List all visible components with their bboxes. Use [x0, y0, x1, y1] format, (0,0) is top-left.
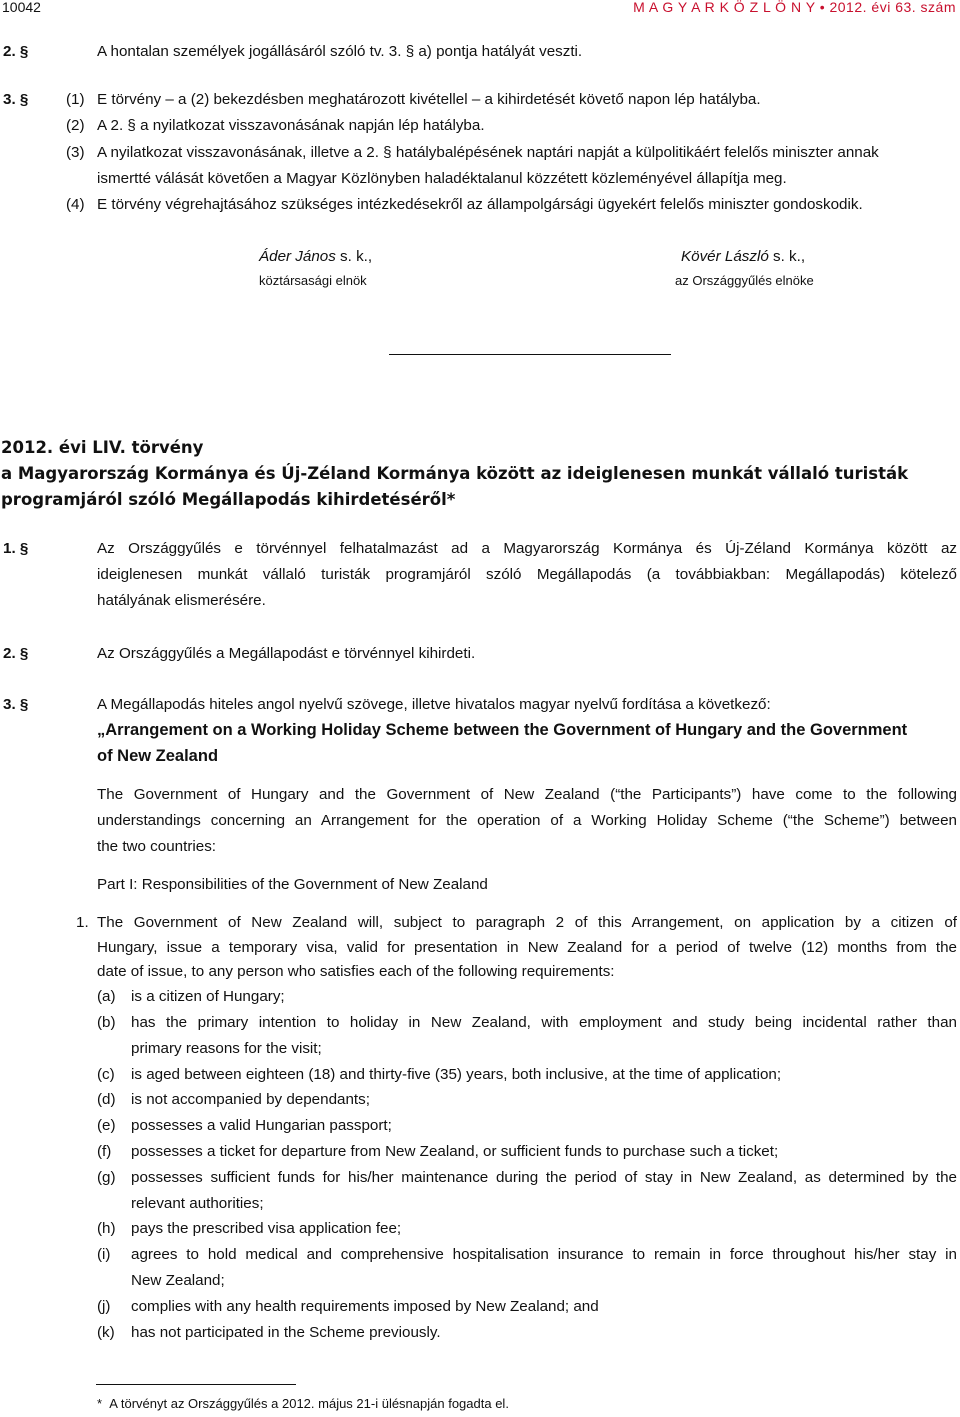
para-text: A 2. § a nyilatkozat visszavonásának napján lép hatályba.	[97, 117, 485, 134]
intro-text	[97, 786, 957, 803]
para-num: (2)	[66, 117, 85, 134]
signatory-suffix: s. k.,	[335, 248, 373, 265]
req-label: (i)	[97, 1246, 111, 1263]
page-number: 10042	[2, 0, 41, 15]
intro-text	[97, 812, 957, 829]
req-text: pays the prescribed visa application fee;	[131, 1220, 402, 1237]
section-text	[97, 566, 957, 583]
req-label: (c)	[97, 1066, 115, 1083]
item-text	[97, 939, 957, 956]
signatory-name-text: Áder János	[259, 248, 336, 265]
journal-header	[633, 0, 956, 15]
req-line: possesses sufficient funds for his/her maintenance during the period of stay in New Zealand, as determined by the	[131, 1169, 957, 1186]
para-text: E törvény végrehajtásához szükséges intézkedésekről az állampolgársági ügyekért felelős miniszter gondoskodik.	[97, 196, 863, 213]
signatory-suffix: s. k.,	[768, 248, 806, 265]
intro-line: The Government of Hungary and the Government of New Zealand (“the Participants”) have come to the following	[97, 786, 957, 803]
req-text	[131, 1246, 957, 1263]
req-label: (g)	[97, 1169, 116, 1186]
req-text: possesses a valid Hungarian passport;	[131, 1117, 392, 1134]
section-line: Az Országgyűlés e törvénnyel felhatalmazást ad a Magyarország Kormánya és Új-Zéland Kormánya között az	[97, 540, 957, 557]
req-text: has not participated in the Scheme previously.	[131, 1324, 441, 1341]
para-num: (1)	[66, 91, 85, 108]
req-text: is not accompanied by dependants;	[131, 1091, 370, 1108]
section-num: 1. §	[3, 540, 29, 557]
section-text: Az Országgyűlés a Megállapodást e törvénnyel kihirdeti.	[97, 645, 476, 662]
req-text: is aged between eighteen (18) and thirty-five (35) years, both inclusive, at the time of application;	[131, 1066, 782, 1083]
para-text: ismertté válását követően a Magyar Közlönyben haladéktalanul közzétett közleményével állapítja meg.	[97, 170, 787, 187]
signatory-title: az Országgyűlés elnöke	[675, 273, 814, 288]
intro-line: understandings concerning an Arrangement for the operation of a Working Holiday Scheme (“the Scheme”) between	[97, 812, 957, 829]
section-num: 3. §	[3, 91, 29, 108]
signatory-name-text: Kövér László	[681, 248, 769, 265]
req-text: relevant authorities;	[131, 1195, 264, 1212]
signatory-name	[681, 248, 805, 265]
law-number: 2012. évi LIV. törvény	[1, 438, 204, 457]
signatory-title: köztársasági elnök	[259, 273, 367, 288]
item-num: 1.	[76, 914, 89, 931]
footnote	[97, 1396, 509, 1411]
para-num: (4)	[66, 196, 85, 213]
req-label: (b)	[97, 1014, 116, 1031]
signatory-name	[259, 248, 372, 265]
section-num: 3. §	[3, 696, 29, 713]
divider-line	[389, 354, 671, 355]
footnote-text: A törvényt az Országgyűlés a 2012. május 21-i ülésnapján fogadta el.	[109, 1396, 509, 1411]
req-label: (k)	[97, 1324, 115, 1341]
para-num: (3)	[66, 144, 85, 161]
req-text: possesses a ticket for departure from New Zealand, or sufficient funds to purchase such a ticket;	[131, 1143, 779, 1160]
req-label: (f)	[97, 1143, 112, 1160]
item-text	[97, 914, 957, 931]
journal-name: M A G Y A R K Ö Z L Ö N Y	[633, 0, 816, 15]
issue-number: 2012. évi 63. szám	[829, 0, 956, 15]
footnote-divider	[96, 1384, 296, 1385]
req-text: complies with any health requirements imposed by New Zealand; and	[131, 1298, 599, 1315]
item-line: The Government of New Zealand will, subject to paragraph 2 of this Arrangement, on application by a citizen of	[97, 914, 957, 931]
law-title: a Magyarország Kormánya és Új-Zéland Kormánya között az ideiglenesen munkát vállaló turisták	[1, 464, 909, 483]
req-text: New Zealand;	[131, 1272, 225, 1289]
section-text: A hontalan személyek jogállásáról szóló tv. 3. § a) pontja hatályát veszti.	[97, 43, 583, 60]
arrangement-title: of New Zealand	[97, 747, 219, 765]
part-heading: Part I: Responsibilities of the Government of New Zealand	[97, 876, 488, 893]
section-text: hatályának elismerésére.	[97, 592, 266, 609]
para-text: E törvény – a (2) bekezdésben meghatározott kivétellel – a kihirdetését követő napon lép hatályba.	[97, 91, 761, 108]
section-num: 2. §	[3, 43, 29, 60]
req-label: (d)	[97, 1091, 116, 1108]
req-text: primary reasons for the visit;	[131, 1040, 322, 1057]
para-text: A nyilatkozat visszavonásának, illetve a 2. § hatálybalépésének naptári napját a külpolitikáért felelős miniszter annak	[97, 144, 879, 161]
req-label: (h)	[97, 1220, 116, 1237]
req-label: (a)	[97, 988, 116, 1005]
section-text	[97, 540, 957, 557]
req-text: is a citizen of Hungary;	[131, 988, 285, 1005]
intro-text: the two countries:	[97, 838, 217, 855]
header-bullet: •	[819, 0, 826, 15]
req-line: has the primary intention to holiday in New Zealand, with employment and study being incidental rather than	[131, 1014, 957, 1031]
req-label: (j)	[97, 1298, 111, 1315]
req-line: agrees to hold medical and comprehensive hospitalisation insurance to remain in force throughout his/her stay in	[131, 1246, 957, 1263]
req-text	[131, 1169, 957, 1186]
section-num: 2. §	[3, 645, 29, 662]
req-label: (e)	[97, 1117, 116, 1134]
item-line: Hungary, issue a temporary visa, valid for presentation in New Zealand for a period of twelve (12) months from the	[97, 939, 957, 956]
item-text: date of issue, to any person who satisfies each of the following requirements:	[97, 963, 615, 980]
section-line: ideiglenesen munkát vállaló turisták programjáról szóló Megállapodás (a továbbiakban: Megállapodás) kötelező	[97, 566, 957, 583]
req-text	[131, 1014, 957, 1031]
section-text: A Megállapodás hiteles angol nyelvű szövege, illetve hivatalos magyar nyelvű fordítása a következő:	[97, 696, 771, 713]
arrangement-title: „Arrangement on a Working Holiday Scheme between the Government of Hungary and the Government	[97, 721, 908, 739]
footnote-mark: *	[97, 1396, 103, 1411]
law-title: programjáról szóló Megállapodás kihirdetéséről*	[1, 490, 456, 509]
